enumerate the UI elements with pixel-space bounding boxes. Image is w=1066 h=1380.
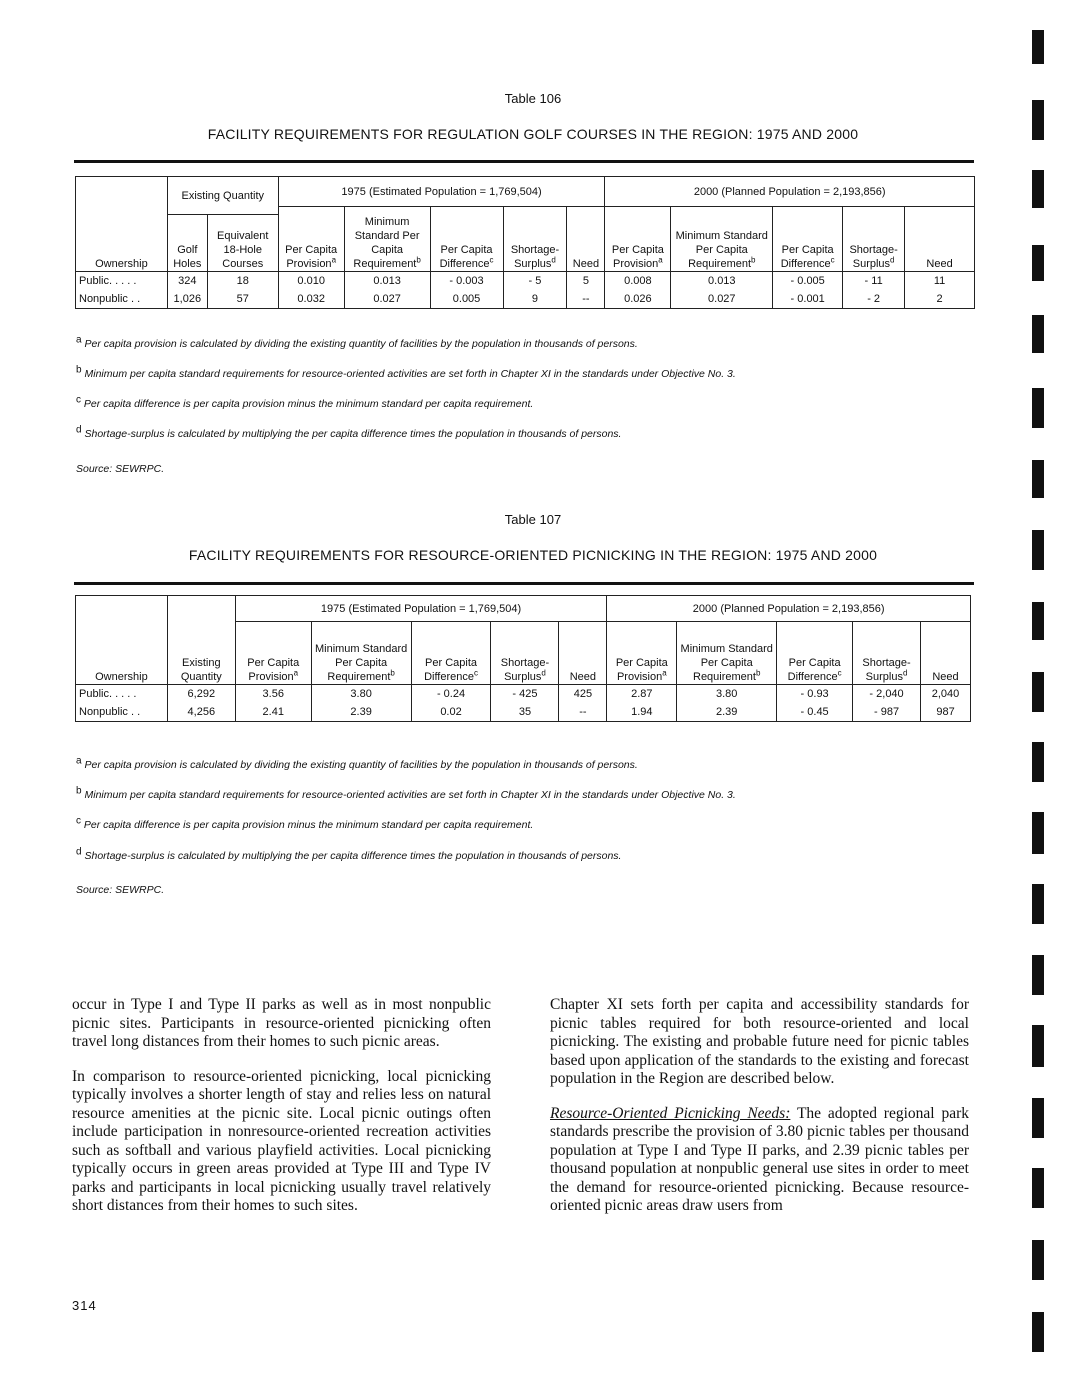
header-1975: 1975 (Estimated Population = 1,769,504) [235, 596, 607, 622]
subheading: Resource-Oriented Picnicking Needs: [550, 1104, 791, 1122]
header-ownership: Ownership [76, 596, 168, 685]
header-difference-1975: Per Capita Difference$^c$ [430, 207, 503, 272]
footnote-d: $^d$ Shortage-surplus is calculated by multiplying the per capita difference times the population in thousands of persons. [76, 424, 622, 440]
body-right-column [550, 996, 969, 1232]
header-difference-2000: Per Capita Difference$^c$ [773, 207, 843, 272]
header-need-2000: Need [905, 207, 975, 272]
table-106 [75, 176, 975, 309]
paragraph: occur in Type I and Type II parks as well as in most nonpublic picnic sites. Participants in resource-oriented picnicking often travel long distances from their homes to such picnic areas. [72, 996, 491, 1050]
table-106-rule [74, 160, 974, 163]
header-provision-1975: Per Capita Provision$^a$ [235, 622, 311, 685]
table-row: Nonpublic . . 1,026 57 0.032 0.027 0.005 9 -- 0.026 0.027 - 0.001 - 2 2 [76, 290, 975, 309]
footnote-a: $^a$ Per capita provision is calculated by dividing the existing quantity of facilities by the population in thousands of persons. [76, 755, 638, 771]
table-107-number: Table 107 [504, 512, 562, 527]
header-requirement-2000: Minimum Standard Per Capita Requirement$^b$ [677, 622, 777, 685]
header-existing-quantity: Existing Quantity [167, 596, 235, 685]
table-106-title: FACILITY REQUIREMENTS FOR REGULATION GOLF COURSES IN THE REGION: 1975 AND 2000 [207, 126, 859, 142]
footnote-b: $^b$ Minimum per capita standard requirements for resource-oriented activities are set forth in Chapter XI in the standards under Objective No. 3. [76, 785, 736, 801]
header-provision-1975: Per Capita Provision$^a$ [278, 207, 344, 272]
header-ownership: Ownership [76, 177, 168, 272]
table-107-rule [74, 582, 974, 585]
paragraph: Resource-Oriented Picnicking Needs: The adopted regional park standards prescribe the provision of 3.80 picnic tables per thousand population at Type I and Type II parks, and 2.39 picnic tables per thousand population at nonpublic general use sites in order to meet the demand for resource-oriented picnicking. Because resource-oriented picnic areas draw users from [550, 1104, 969, 1214]
table-row: Nonpublic . . 4,256 2.41 2.39 0.02 35 -- 1.94 2.39 - 0.45 - 987 987 [76, 703, 971, 722]
header-1975: 1975 (Estimated Population = 1,769,504) [278, 177, 605, 207]
source-note: Source: SEWRPC. [76, 884, 165, 896]
header-need-2000: Need [921, 622, 971, 685]
table-107 [75, 595, 971, 722]
table-row: Public. . . . . 324 18 0.010 0.013 - 0.003 - 5 5 0.008 0.013 - 0.005 - 11 11 [76, 272, 975, 291]
table-107-title: FACILITY REQUIREMENTS FOR RESOURCE-ORIENTED PICNICKING IN THE REGION: 1975 AND 2000 [188, 547, 878, 563]
header-requirement-1975: Minimum Standard Per Capita Requirement$^b$ [311, 622, 411, 685]
header-shortage-2000: Shortage-Surplus$^d$ [853, 622, 921, 685]
header-shortage-1975: Shortage-Surplus$^d$ [503, 207, 567, 272]
header-existing-quantity: Existing Quantity [167, 177, 278, 215]
page-number: 314 [72, 1298, 97, 1313]
header-provision-2000: Per Capita Provision$^a$ [605, 207, 671, 272]
footnote-c: $^c$ Per capita difference is per capita provision minus the minimum standard per capita requirement. [76, 815, 534, 831]
table-106-number: Table 106 [504, 91, 562, 106]
header-golf-holes: Golf Holes [167, 215, 207, 272]
header-requirement-1975: Minimum Standard Per Capita Requirement$^b$ [344, 207, 430, 272]
header-2000: 2000 (Planned Population = 2,193,856) [607, 596, 971, 622]
footnote-a: $^a$ Per capita provision is calculated by dividing the existing quantity of facilities by the population in thousands of persons. [76, 334, 638, 350]
paragraph: Chapter XI sets forth per capita and accessibility standards for picnic tables required for both resource-oriented and local picnicking. The existing and probable future need for picnic tables based upon application of the standards to the existing and forecast population in the Region are described below. [550, 996, 969, 1087]
header-2000: 2000 (Planned Population = 2,193,856) [605, 177, 975, 207]
header-need-1975: Need [559, 622, 607, 685]
header-shortage-2000: Shortage-Surplus$^d$ [843, 207, 905, 272]
header-difference-1975: Per Capita Difference$^c$ [411, 622, 491, 685]
header-provision-2000: Per Capita Provision$^a$ [607, 622, 677, 685]
footnote-b: $^b$ Minimum per capita standard requirements for resource-oriented activities are set forth in Chapter XI in the standards under Objective No. 3. [76, 364, 736, 380]
paragraph: In comparison to resource-oriented picnicking, local picnicking typically involves a shorter length of stay and relies less on natural resource amenities at the picnic site. Local picnic outings often include participation in nonresource-oriented recreation activities such as softball and various playfield activities. Local picnicking typically occurs in green areas provided at Type III and Type IV parks and participants in local picnicking usually travel relatively short distances from their homes to such sites. [72, 1067, 491, 1214]
header-need-1975: Need [567, 207, 605, 272]
footnote-c: $^c$ Per capita difference is per capita provision minus the minimum standard per capita requirement. [76, 394, 534, 410]
body-left-column [72, 996, 491, 1232]
binding-marks [1032, 0, 1052, 1380]
source-note: Source: SEWRPC. [76, 463, 165, 475]
table-row: Public. . . . . 6,292 3.56 3.80 - 0.24 - 425 425 2.87 3.80 - 0.93 - 2,040 2,040 [76, 685, 971, 704]
header-equivalent-courses: Equivalent 18-Hole Courses [207, 215, 278, 272]
header-requirement-2000: Minimum Standard Per Capita Requirement$^b$ [671, 207, 773, 272]
header-shortage-1975: Shortage-Surplus$^d$ [491, 622, 559, 685]
footnote-d: $^d$ Shortage-surplus is calculated by multiplying the per capita difference times the population in thousands of persons. [76, 846, 622, 862]
header-difference-2000: Per Capita Difference$^c$ [777, 622, 853, 685]
